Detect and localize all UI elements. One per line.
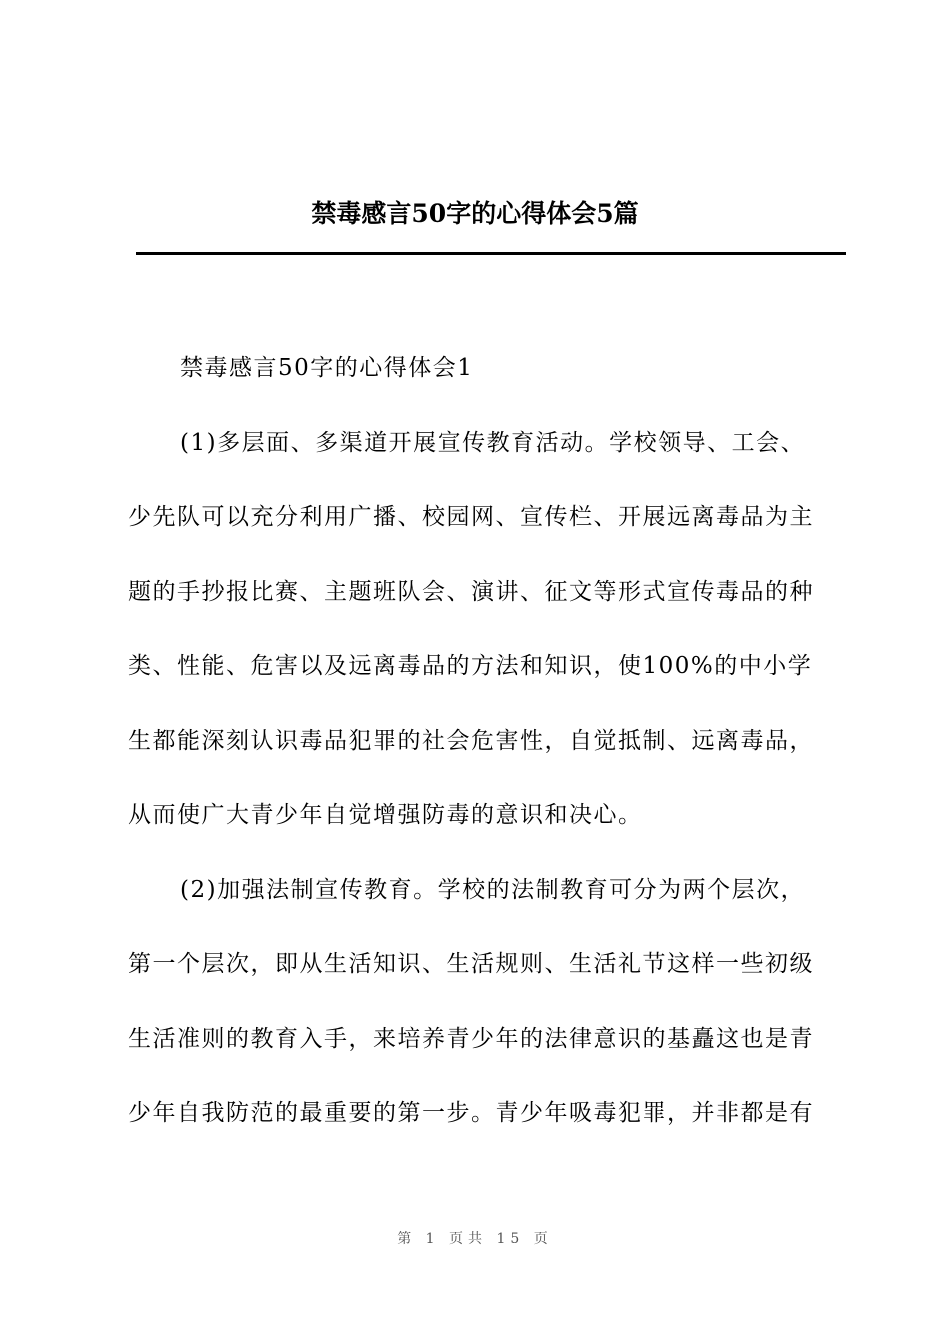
- paragraph-line: 类、性能、危害以及远离毒品的方法和知识，使100%的中小学: [128, 653, 813, 679]
- paragraph-line: 少年自我防范的最重要的第一步。青少年吸毒犯罪，并非都是有: [128, 1100, 814, 1126]
- paragraph-line: 第一个层次，即从生活知识、生活规则、生活礼节这样一些初级: [128, 951, 814, 977]
- section-heading: 禁毒感言50字的心得体会1: [180, 355, 474, 381]
- paragraph-line: 题的手抄报比赛、主题班队会、演讲、征文等形式宣传毒品的种: [128, 579, 814, 605]
- page-footer: 第 1 页共 15 页: [397, 1231, 553, 1247]
- paragraph-line: 生都能深刻认识毒品犯罪的社会危害性，自觉抵制、远离毒品，: [128, 728, 814, 754]
- paragraph-line: (1)多层面、多渠道开展宣传教育活动。学校领导、工会、: [180, 430, 806, 456]
- paragraph-line: 少先队可以充分利用广播、校园网、宣传栏、开展远离毒品为主: [128, 504, 814, 530]
- paragraph-line: (2)加强法制宣传教育。学校的法制教育可分为两个层次，: [180, 877, 806, 903]
- paragraph-line: 生活准则的教育入手，来培养青少年的法律意识的基矗这也是青: [128, 1026, 814, 1052]
- document-title: 禁毒感言50字的心得体会5篇: [311, 199, 639, 228]
- title-divider: [136, 252, 846, 255]
- paragraph-line: 从而使广大青少年自觉增强防毒的意识和决心。: [128, 802, 643, 828]
